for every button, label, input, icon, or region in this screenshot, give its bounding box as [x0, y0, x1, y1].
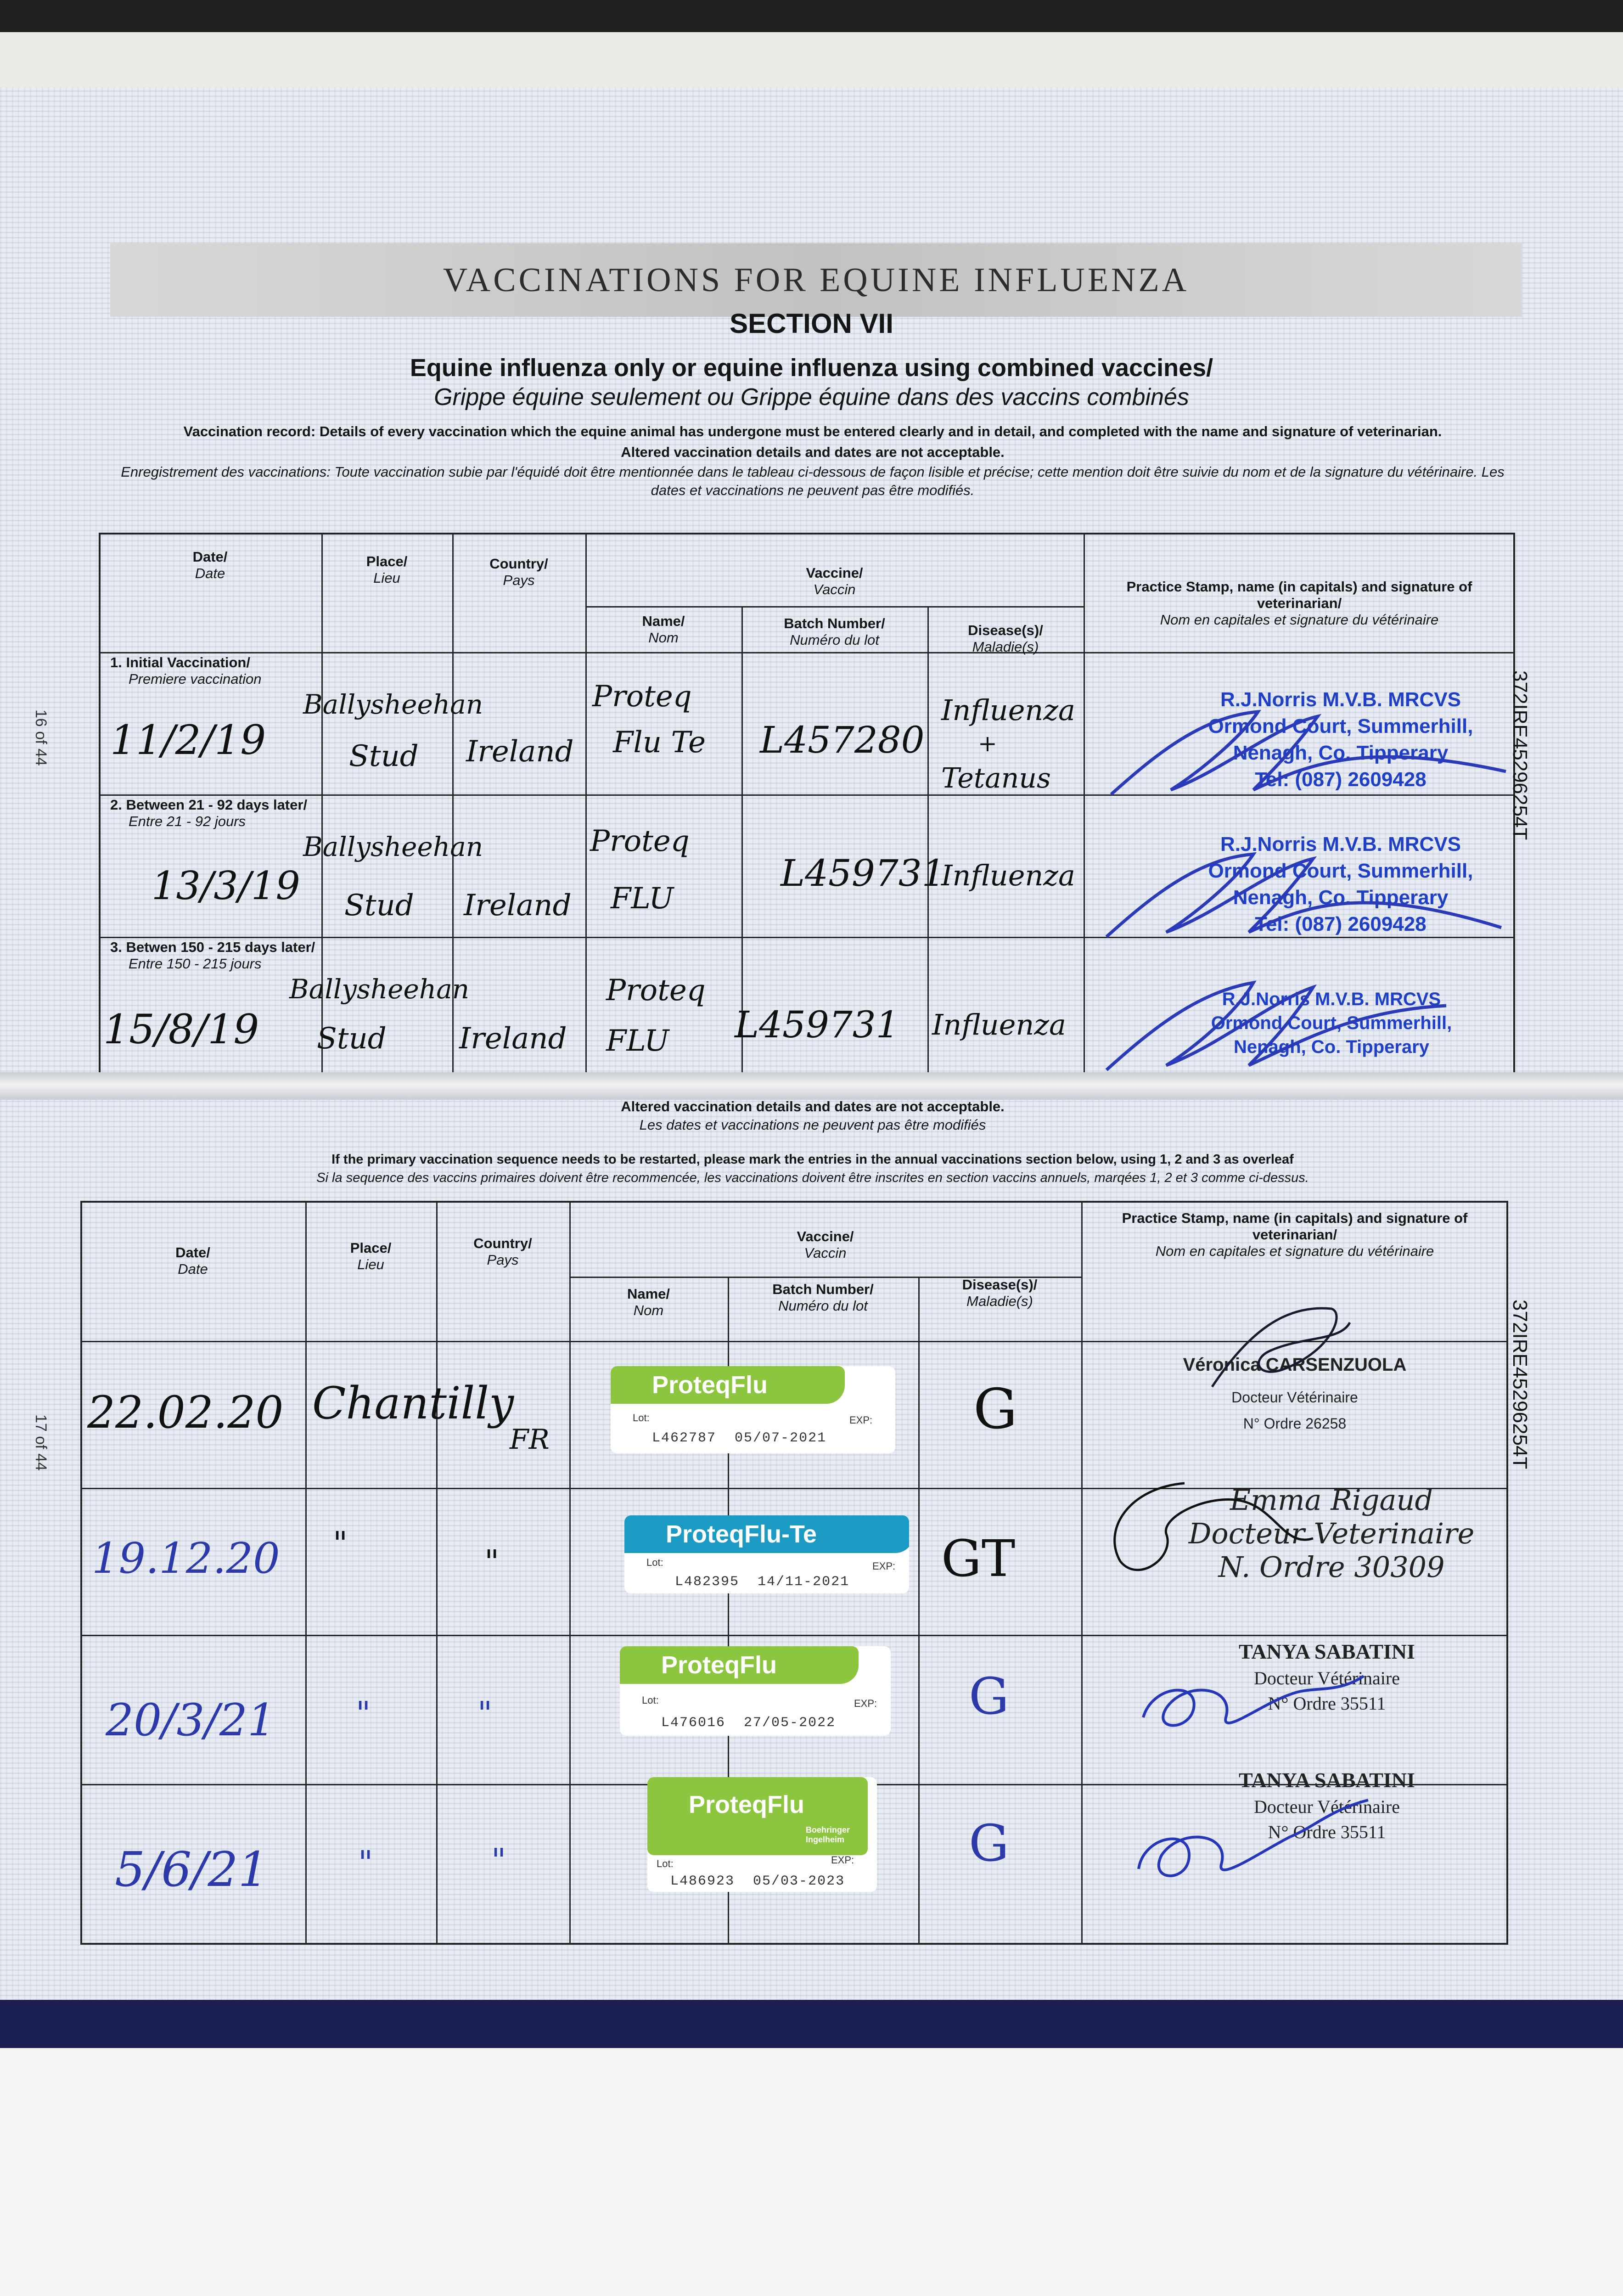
vet-stamp-1: R.J.Norris M.V.B. MRCVS Ormond Court, Summerhill, Nenagh, Co. Tipperary Tel: (087) 2609428 — [1208, 688, 1473, 791]
record-note-en: Vaccination record: Details of every vaccination which the equine animal has undergone must be entered clearly and in detail, and completed with the name and signature of veterinarian. — [183, 423, 1442, 439]
annual-country-4: " — [491, 1841, 506, 1879]
scan-top-edge — [0, 0, 1623, 32]
sticker-brand-3: ProteqFlu — [620, 1646, 859, 1684]
page-number-bottom: 17 of 44 — [32, 1414, 50, 1471]
vet-signature-2 — [1097, 840, 1511, 951]
sticker-lot-1: L462787 05/07-2021 — [652, 1430, 827, 1446]
place-1b: Stud — [349, 739, 419, 773]
section-number: SECTION VII — [730, 308, 893, 339]
vet-signature-annual-4 — [1111, 1782, 1377, 1892]
annual-disease-3: G — [969, 1667, 1009, 1726]
vet-stamp-annual-3: TANYA SABATINI Docteur Vétérinaire N° Ordre 35511 — [1239, 1640, 1415, 1714]
middle-note-1-fr: Les dates et vaccinations ne peuvent pas être modifiés — [639, 1117, 986, 1133]
row-label-2: 2. Between 21 - 92 days later/ Entre 21 - 92 jours — [110, 797, 308, 829]
vaccine-name-2a: Proteq — [590, 824, 690, 858]
col-date: Date/ Date — [192, 549, 228, 581]
place-2b: Stud — [344, 889, 414, 923]
annual-date-1: 22.02.20 — [87, 1387, 284, 1438]
date-2: 13/3/19 — [152, 863, 300, 908]
annual-disease-2: GT — [941, 1529, 1016, 1588]
col-disease: Disease(s)/ Maladie(s) — [968, 622, 1043, 655]
book-cover-edge — [0, 2000, 1623, 2048]
sticker-brand-2: ProteqFlu-Te — [624, 1515, 909, 1553]
disease-1c: Tetanus — [941, 762, 1051, 794]
col-country: Country/ Pays — [489, 556, 548, 588]
scan-bottom-area — [0, 2048, 1623, 2296]
place-1a: Ballysheehan — [303, 689, 483, 720]
col-name: Name/ Nom — [642, 613, 685, 646]
vaccine-sticker-2: ProteqFlu-Te Lot: EXP: L482395 14/11-2021 — [624, 1515, 909, 1593]
passport-id-top: 372IRE45296254T — [1509, 670, 1531, 840]
section-banner — [110, 243, 1522, 317]
middle-note-2-fr: Si la sequence des vaccins primaires doivent être recommencée, les vaccinations doivent être inscrites en section vaccins annuels, marqées 1, 2 et 3 comme ci-dessus. — [316, 1171, 1309, 1185]
scan-cover-edge — [0, 32, 1623, 87]
page-number-top: 16 of 44 — [32, 709, 50, 766]
sticker-lot-3: L476016 27/05-2022 — [661, 1715, 836, 1731]
title-en: Equine influenza only or equine influenza using combined vaccines/ — [410, 354, 1213, 382]
batch-2: L459731 — [781, 852, 945, 895]
country-3: Ireland — [459, 1022, 567, 1056]
country-2: Ireland — [464, 889, 572, 923]
place-3a: Ballysheehan — [289, 974, 470, 1005]
vet-signature-3 — [1097, 969, 1511, 1075]
record-note-en-2: Altered vaccination details and dates are not acceptable. — [621, 444, 1005, 460]
col-vaccine: Vaccine/ Vaccin — [806, 565, 863, 597]
col2-disease: Disease(s)/ Maladie(s) — [962, 1277, 1038, 1309]
place-2a: Ballysheehan — [303, 831, 483, 862]
vet-stamp-annual-1: Véronica CARSENZUOLA Docteur Vétérinaire N° Ordre 26258 — [1183, 1355, 1407, 1432]
row-label-3: 3. Betwen 150 - 215 days later/ Entre 150 - 215 jours — [110, 939, 315, 972]
vet-stamp-3: R.J.Norris M.V.B. MRCVS Ormond Court, Summerhill, Nenagh, Co. Tipperary — [1211, 989, 1452, 1057]
col2-date: Date/ Date — [175, 1244, 210, 1277]
annual-date-4: 5/6/21 — [115, 1841, 269, 1897]
batch-3: L459731 — [735, 1003, 899, 1046]
col2-name: Name/ Nom — [627, 1286, 670, 1318]
vaccine-sticker-1: ProteqFlu Lot: EXP: L462787 05/07-2021 — [611, 1366, 895, 1453]
annual-date-3: 20/3/21 — [106, 1694, 276, 1746]
annual-place-3: " — [356, 1694, 371, 1732]
vaccine-name-2b: FLU — [611, 882, 674, 916]
vet-signature-annual-2 — [1093, 1465, 1322, 1584]
col-stamp: Practice Stamp, name (in capitals) and signature of veterinarian/ Nom en capitales et signature du vétérinaire — [1126, 579, 1472, 628]
annual-country-2: " — [484, 1543, 500, 1581]
annual-country-1: FR — [510, 1424, 550, 1456]
vaccine-sticker-4: ProteqFlu Boehringer Ingelheim Lot: EXP: L486923 05/03-2023 — [647, 1777, 877, 1892]
vaccine-name-3b: FLU — [606, 1024, 669, 1058]
vaccine-name-1a: Proteq — [592, 680, 692, 714]
banner-title: VACCINATIONS FOR EQUINE INFLUENZA — [443, 261, 1190, 299]
vet-stamp-2: R.J.Norris M.V.B. MRCVS Ormond Court, Summerhill, Nenagh, Co. Tipperary Tel: (087) 2609428 — [1208, 833, 1473, 935]
annual-country-3: " — [477, 1694, 493, 1732]
middle-note-1: Altered vaccination details and dates are not acceptable. — [621, 1098, 1005, 1114]
sticker-lot-2: L482395 14/11-2021 — [675, 1574, 850, 1590]
disease-2: Influenza — [941, 859, 1075, 892]
disease-1a: Influenza — [941, 693, 1075, 727]
sticker-brand-4: ProteqFlu — [647, 1777, 868, 1855]
middle-note-2: If the primary vaccination sequence needs to be restarted, please mark the entries in the annual vaccinations section below, using 1, 2 and 3 as overleaf — [331, 1152, 1294, 1167]
annual-date-2: 19.12.20 — [92, 1534, 280, 1583]
vet-signature-annual-1 — [1194, 1295, 1368, 1405]
date-1: 11/2/19 — [110, 716, 266, 764]
sticker-brand-1: ProteqFlu — [611, 1366, 845, 1404]
vet-signature-annual-3 — [1116, 1639, 1373, 1745]
disease-1b: + — [978, 730, 997, 757]
row-label-1: 1. Initial Vaccination/ Premiere vaccination — [110, 654, 262, 687]
col2-vaccine: Vaccine/ Vaccin — [797, 1228, 854, 1261]
col2-batch: Batch Number/ Numéro du lot — [772, 1281, 874, 1314]
disease-3: Influenza — [932, 1008, 1066, 1041]
sticker-lot-4: L486923 05/03-2023 — [670, 1874, 845, 1889]
title-fr: Grippe équine seulement ou Grippe équine dans des vaccins combinés — [434, 384, 1189, 411]
col2-place: Place/ Lieu — [350, 1240, 392, 1272]
vaccine-name-3a: Proteq — [606, 974, 706, 1007]
col2-country: Country/ Pays — [473, 1235, 532, 1268]
col-place: Place/ Lieu — [366, 553, 408, 586]
annual-place-2: " — [333, 1525, 348, 1562]
book-spine — [0, 1072, 1623, 1100]
country-1: Ireland — [466, 735, 574, 769]
place-3b: Stud — [317, 1022, 387, 1056]
record-note-fr: Enregistrement des vaccinations: Toute vaccination subie par l'équidé doit être mentionnée dans le tableau ci-dessous de façon lisible et précise; cette mention doit être suivie du nom et de la signature du vétérinaire. Les dates et vaccinations ne peuvent pas être modifiés. — [121, 464, 1505, 498]
passport-id-bottom: 372IRE45296254T — [1509, 1300, 1531, 1469]
vaccine-name-1b: Flu Te — [613, 726, 706, 760]
col2-stamp: Practice Stamp, name (in capitals) and signature of veterinarian/ Nom en capitales et signature du vétérinaire — [1122, 1210, 1468, 1259]
col-batch: Batch Number/ Numéro du lot — [784, 615, 885, 648]
vet-stamp-annual-2: Emma Rigaud Docteur Veterinaire N. Ordre 30309 — [1188, 1483, 1475, 1584]
annual-place-1: Chantilly — [312, 1378, 514, 1429]
vet-signature-1 — [1102, 698, 1515, 808]
vet-stamp-annual-4: TANYA SABATINI Docteur Vétérinaire N° Ordre 35511 — [1239, 1768, 1415, 1842]
annual-place-4: " — [358, 1844, 373, 1881]
date-3: 15/8/19 — [103, 1006, 259, 1053]
annual-disease-1: G — [973, 1378, 1017, 1441]
batch-1: L457280 — [760, 719, 925, 761]
vaccine-sticker-3: ProteqFlu Lot: EXP: L476016 27/05-2022 — [620, 1646, 891, 1736]
sticker-maker-4: Boehringer Ingelheim — [806, 1825, 850, 1844]
annual-disease-4: G — [969, 1814, 1009, 1873]
